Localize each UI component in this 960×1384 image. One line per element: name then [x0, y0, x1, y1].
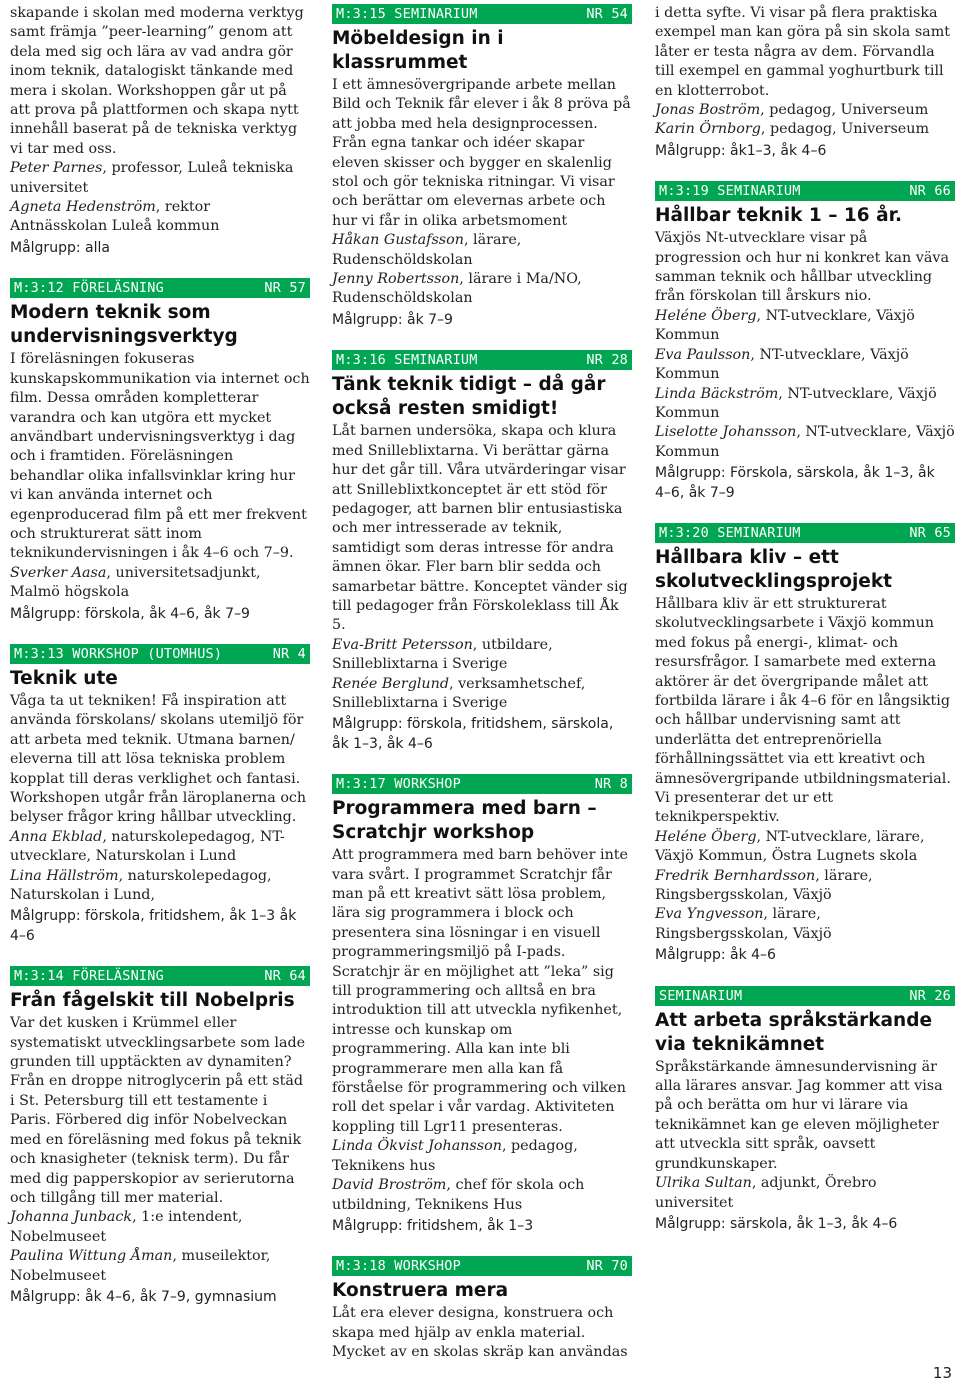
- speaker: [10, 198, 310, 237]
- audience: Målgrupp: åk 4–6, åk 7–9, gymnasium: [10, 1288, 277, 1305]
- speaker: [655, 1174, 955, 1213]
- speaker-name: Håkan Gustafsson: [332, 232, 464, 249]
- session-code: M:3:20 SEMINARIUM: [659, 524, 801, 541]
- intro-text: skapande i skolan med moderna verktyg samt främja ”peer-learning” genom att dela med sig och lära av vad andra gör inom teknik, datalogiskt tänkande med mera i skolan. Workshoppen går ut på att prova på plattformen och skapa nytt innehåll baserat på de tekniska verktyg vi tar med oss.: [10, 5, 304, 157]
- speaker: [10, 1208, 310, 1247]
- audience: Målgrupp: alla: [10, 239, 110, 256]
- session-description: Låt era elever designa, konstruera och skapa med hjälp av enkla material. Mycket av en skolas skräp kan användas: [332, 1305, 628, 1361]
- speaker-list: [10, 1208, 310, 1286]
- session-number: NR 8: [594, 776, 628, 793]
- speaker: [332, 675, 632, 714]
- session: [10, 278, 310, 624]
- session-title: Möbeldesign in i klassrummet: [332, 28, 504, 73]
- speaker: [332, 231, 632, 270]
- session: [332, 4, 632, 330]
- speaker-role: , NT-utvecklare, Växjö Kommun: [655, 307, 915, 344]
- speaker-list: [332, 1137, 632, 1215]
- speaker: [332, 636, 632, 675]
- speaker-role: , naturskolepedagog, NT-utvecklare, Naturskolan i Lund: [10, 828, 285, 865]
- session-code: M:3:12 FÖRELÄSNING: [14, 280, 164, 297]
- intro-block: [10, 4, 310, 258]
- session-title: Teknik ute: [10, 667, 118, 689]
- speaker-role: , 1:e intendent, Nobelmuseet: [10, 1209, 243, 1245]
- session-description: Våga ta ut tekniken! Få inspiration att använda förskolans/ skolans utemiljö för att arbeta med teknik. Utmana barnen/ eleverna till att lösa tekniska problem kopplat till deras verklighet och fantasi. Workshopen utgår från läroplanerna och belyser frågor kring hållbar utveckling.: [10, 692, 307, 826]
- speaker: [655, 120, 955, 139]
- session-title: Programmera med barn – Scratchjr workshop: [332, 798, 597, 844]
- speaker-list: [10, 159, 310, 237]
- session-header-bar: [10, 644, 310, 664]
- session-number: NR 54: [586, 6, 628, 22]
- speaker: [10, 159, 310, 198]
- speaker: [332, 270, 632, 309]
- session-code: M:3:19 SEMINARIUM: [659, 183, 801, 200]
- speaker-name: Liselotte Johansson: [655, 424, 797, 441]
- speaker-name: Ulrika Sultan: [655, 1175, 752, 1192]
- speaker-name: Agneta Hedenström: [10, 199, 156, 216]
- speaker-role: , professor, Luleå tekniska universitet: [10, 160, 294, 196]
- session-number: NR 57: [264, 280, 306, 297]
- session-title: Modern teknik som undervisningsverktyg: [10, 302, 238, 348]
- speaker-name: Eva-Britt Petersson: [332, 636, 473, 653]
- speaker-name: Renée Berglund: [332, 675, 449, 692]
- speaker-role: , pedagog, Teknikens hus: [332, 1138, 578, 1174]
- speaker: [10, 828, 310, 867]
- speaker-role: , NT-utvecklare, Växjö Kommun: [655, 346, 909, 383]
- speaker: [10, 867, 310, 906]
- speaker-name: Eva Paulsson: [655, 346, 751, 363]
- speaker-role: , chef för skola och utbildning, Teknikens Hus: [332, 1177, 585, 1213]
- session-header-bar: [10, 278, 310, 298]
- audience: Målgrupp: åk1–3, åk 4–6: [655, 142, 827, 159]
- session-number: NR 66: [909, 183, 951, 200]
- session-number: NR 26: [909, 987, 951, 1004]
- session-description: Växjös Nt-utvecklare visar på progression och hur ni konkret kan väva samman teknik och hållbar utveckling från förskolan till årskurs nio.: [655, 230, 950, 305]
- audience: Målgrupp: förskola, åk 4–6, åk 7–9: [10, 605, 250, 622]
- session-title: Hållbara kliv – ett skolutvecklingsprojekt: [655, 546, 892, 592]
- session-title: Konstruera mera: [332, 1280, 509, 1302]
- speaker: [655, 828, 955, 867]
- speaker-list: [655, 101, 955, 140]
- session-code: M:3:14 FÖRELÄSNING: [14, 968, 164, 985]
- speaker-role: , lärare i Ma/NO, Rudenschöldskolan: [332, 271, 582, 307]
- speaker-name: Karin Örnborg: [655, 121, 761, 138]
- session: [655, 523, 955, 966]
- session: [332, 1256, 632, 1362]
- speaker-name: Jenny Robertsson: [332, 271, 460, 288]
- page-number: 13: [932, 1364, 952, 1382]
- speaker-list: [332, 636, 632, 714]
- speaker-role: , NT-utvecklare, Växjö Kommun: [655, 385, 937, 421]
- session-title: Från fågelskit till Nobelpris: [10, 990, 295, 1012]
- speaker: [332, 1137, 632, 1176]
- speaker-role: , naturskolepedagog, Naturskolan i Lund,: [10, 867, 272, 904]
- speaker: [655, 423, 955, 462]
- speaker-list: [655, 307, 955, 462]
- speaker-name: Paulina Wittung Åman: [10, 1248, 173, 1265]
- audience: Målgrupp: fritidshem, åk 1–3: [332, 1217, 534, 1234]
- session-header-bar: [332, 350, 632, 370]
- session-code: M:3:18 WORKSHOP: [336, 1258, 461, 1275]
- session-code: SEMINARIUM: [659, 987, 743, 1004]
- speaker: [655, 385, 955, 424]
- session-code: M:3:15 SEMINARIUM: [336, 6, 478, 22]
- column-1: [10, 4, 310, 1307]
- session-description: Språkstärkande ämnesundervisning är alla lärares ansvar. Jag kommer att visa på och berätta om hur vi lärare via teknikämnet kan ge eleven möjligheter att utveckla sitt språk, oavsett grundkunskaper.: [655, 1058, 943, 1172]
- speaker: [655, 307, 955, 346]
- speaker-role: , verksamhetschef, Snilleblixtarna i Sverige: [332, 675, 586, 711]
- session-title: Hållbar teknik 1 – 16 år.: [655, 205, 903, 227]
- audience: Målgrupp: åk 4–6: [655, 947, 776, 964]
- session: [10, 966, 310, 1307]
- session-code: M:3:17 WORKSHOP: [336, 776, 461, 793]
- session-header-bar: [655, 181, 955, 201]
- session-code: M:3:16 SEMINARIUM: [336, 352, 478, 369]
- speaker-list: [655, 828, 955, 944]
- session-header-bar: [10, 966, 310, 986]
- speaker-list: [655, 1174, 955, 1213]
- session-title: Att arbeta språkstärkande via teknikämnet: [655, 1009, 932, 1055]
- speaker-name: Eva Yngvesson: [655, 906, 764, 923]
- session-header-bar: [655, 986, 955, 1006]
- speaker-list: [332, 231, 632, 309]
- session-number: NR 70: [586, 1258, 628, 1275]
- speaker-role: , utbildare, Snilleblixtarna i Sverige: [332, 636, 553, 673]
- audience: Målgrupp: Förskola, särskola, åk 1–3, åk 4–6, åk 7–9: [655, 465, 935, 501]
- speaker-name: Jonas Boström: [655, 102, 761, 119]
- audience: Målgrupp: åk 7–9: [332, 311, 453, 328]
- session: [655, 986, 955, 1235]
- speaker-role: , lärare, Ringsbergsskolan, Växjö: [655, 867, 873, 904]
- speaker-name: Sverker Aasa: [10, 564, 107, 581]
- session-number: NR 4: [272, 645, 306, 662]
- session-header-bar: [655, 523, 955, 543]
- session: [332, 774, 632, 1236]
- session-description: Att programmera med barn behöver inte vara svårt. I programmet Scratchjr får man på ett kreativt sätt lösa problem, lära sig programmera i block och presentera sina lösningar i en visuell programmeringsmiljö på I-pads. Scratchjr är en möjlighet att ”leka” sig till programmering och alltså en bra introduktion till att utveckla nyfikenhet, intresse och kunskap om programmering. Alla kan inte bli programmerare men alla kan få förståelse för programmering och vilken roll det spelar i vår vardag. Aktiviteten koppling till Lgr11 presenteras.: [332, 847, 628, 1135]
- speaker-list: [10, 564, 310, 603]
- speaker-name: Fredrik Bernhardsson: [655, 867, 816, 884]
- session-description: Var det kusken i Krümmel eller systematiskt utvecklingsarbete som lade grunden till upptäckten av dynamiten? Från en droppe nitroglycerin på ett städ i St. Petersburg till ett testamente i Paris. Förbered dig inför Nobelveckan med en föreläsning med fokus på teknik och knasigheter (teknisk term). Du får med dig papperskopior av serierutorna och tillgång till mer material.: [10, 1015, 306, 1206]
- speaker: [655, 346, 955, 385]
- intro-text: i detta syfte. Vi visar på flera praktiska exempel man kan göra på sin skola samt låter er testa några av dem. Förvandla till exempel en gammal yoghurtburk till en klotterrobot.: [655, 5, 950, 99]
- speaker-role: , NT-utvecklare, Växjö Kommun: [655, 424, 955, 460]
- column-2: [332, 4, 632, 1363]
- speaker-role: , pedagog, Universeum: [760, 121, 930, 138]
- speaker-name: Heléne Öberg: [655, 828, 757, 845]
- session: [655, 181, 955, 503]
- column-3: [655, 4, 955, 1234]
- speaker-role: , rektor Antnässkolan Luleå kommun: [10, 199, 220, 235]
- speaker-name: Peter Parnes: [10, 160, 103, 177]
- speaker-name: Anna Ekblad: [10, 828, 103, 845]
- session-number: NR 28: [586, 352, 628, 369]
- speaker: [655, 867, 955, 906]
- speaker-name: Linda Bäckström: [655, 385, 779, 402]
- speaker: [10, 1247, 310, 1286]
- session-number: NR 64: [264, 968, 306, 985]
- speaker-name: Heléne Öberg: [655, 307, 757, 324]
- intro-block: [655, 4, 955, 161]
- session-description: I ett ämnesövergripande arbete mellan Bild och Teknik får elever i åk 8 pröva på att jobba med hela designprocessen. Från egna tankar och idéer skapar eleven skisser och bygger en skalenlig stol och gör tekniska ritningar. Vi visar och berättar om elevernas arbete och hur vi får in olika arbetsmoment: [332, 77, 631, 229]
- speaker: [332, 1176, 632, 1215]
- speaker-name: Johanna Junback: [10, 1209, 133, 1226]
- session: [10, 644, 310, 946]
- speaker-role: , lärare, Rudenschöldskolan: [332, 232, 522, 268]
- speaker-role: , universitetsadjunkt, Malmö högskola: [10, 564, 261, 601]
- speaker: [655, 101, 955, 120]
- session-header-bar: [332, 4, 632, 24]
- speaker: [655, 905, 955, 944]
- speaker-list: [10, 828, 310, 906]
- audience: Målgrupp: förskola, fritidshem, särskola, åk 1–3, åk 4–6: [332, 716, 614, 752]
- session-description: Hållbara kliv är ett strukturerat skolutvecklingsarbete i Växjö kommun med fokus på energi-, klimat- och resursfrågor. I samarbete med externa aktörer är det övergripande målet att fortbilda lärare i åk 4–6 för en långsiktig och hållbar undervisning samt att underlätta det entreprenöriella förhållningssättet via ett kreativt och ämnesövergripande utbildningsmaterial. Vi presenterar det ur ett teknikperspektiv.: [655, 595, 951, 826]
- session-header-bar: [332, 774, 632, 794]
- session-title: Tänk teknik tidigt – då går också resten smidigt!: [332, 374, 606, 420]
- speaker-role: , lärare, Ringsbergsskolan, Växjö: [655, 906, 832, 942]
- speaker-role: , adjunkt, Örebro universitet: [655, 1175, 877, 1211]
- speaker-role: , NT-utvecklare, lärare, Växjö Kommun, Östra Lugnets skola: [655, 828, 925, 865]
- audience: Målgrupp: särskola, åk 1–3, åk 4–6: [655, 1215, 898, 1232]
- session-header-bar: [332, 1256, 632, 1276]
- speaker-name: Linda Ökvist Johansson: [332, 1138, 502, 1155]
- session-number: NR 65: [909, 524, 951, 541]
- session-description: I föreläsningen fokuseras kunskapskommunikation via internet och film. Dessa områden kompletterar varandra och kan utgöra ett mycket användbart undervisningsverktyg i dag och i framtiden. Föreläsningen behandlar olika infallsvinklar kring hur vi kan använda internet och egenproducerad film på ett mer frekvent och strukturerat sätt inom teknikundervisningen i åk 4–6 och 7–9.: [10, 351, 310, 562]
- audience: Målgrupp: förskola, fritidshem, åk 1–3 åk 4–6: [10, 908, 297, 944]
- speaker-name: David Broström: [332, 1177, 447, 1194]
- session-code: M:3:13 WORKSHOP (UTOMHUS): [14, 645, 223, 662]
- session-description: Låt barnen undersöka, skapa och klura med Snilleblixtarna. Vi berättar gärna hur det går till. Våra utvärderingar visar att Snilleblixtkonceptet är ett stöd för pedagoger, att barnen blir entusiastiska och mer intresserade av teknik, samtidigt som deras intresse för andra ämnen ökar. Fler barn blir sedda och samarbetar bättre. Konceptet vänder sig till pedagoger från Förskoleklass till Åk 5.: [332, 423, 628, 634]
- speaker-name: Lina Hällström: [10, 867, 119, 884]
- speaker-role: , pedagog, Universeum: [760, 102, 929, 119]
- speaker: [10, 564, 310, 603]
- session: [332, 350, 632, 754]
- speaker-role: , museilektor, Nobelmuseet: [10, 1248, 271, 1284]
